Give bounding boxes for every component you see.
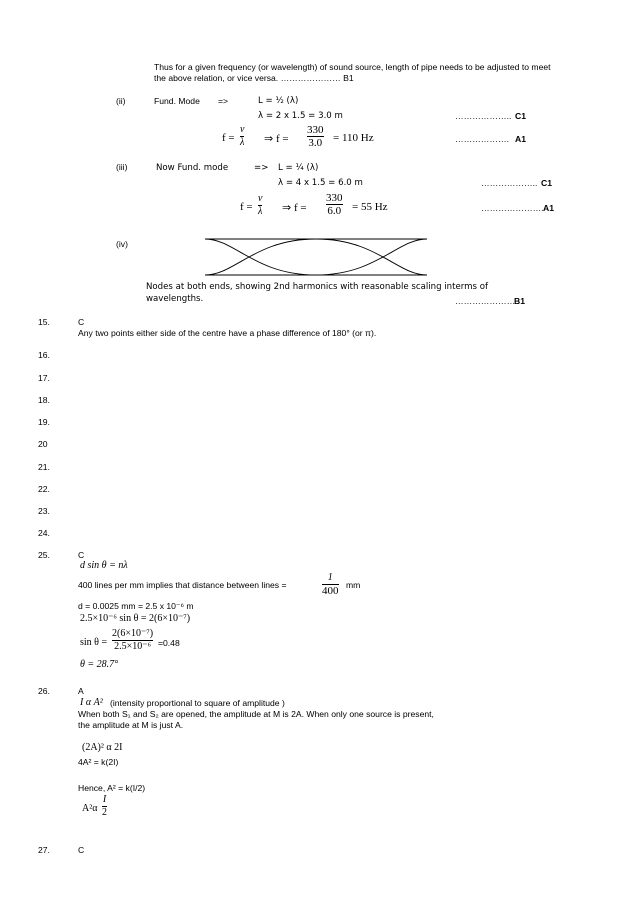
- part-ii-f-result: = 110 Hz: [333, 132, 374, 144]
- q26-eq1: I α A²: [80, 697, 103, 708]
- q25-eq2: 2.5×10⁻⁶ sin θ = 2(6×10⁻⁷): [80, 613, 191, 624]
- part-iv-mark: B1: [514, 296, 525, 306]
- q26-text-1: When both S₁ and S₂ are opened, the amplitude at M is 2A. When only one source is present,: [78, 709, 434, 719]
- q25-sin-fraction: [112, 628, 153, 653]
- part-iii-eq2: λ = 4 x 1.5 = 6.0 m: [278, 178, 363, 188]
- part-iii-fraction: [326, 192, 343, 217]
- part-ii-eq1: L = ½ (λ): [258, 96, 299, 106]
- part-ii-arrow: =>: [218, 96, 229, 106]
- q24-number: 24.: [38, 528, 50, 538]
- q26-answer: A: [78, 686, 84, 696]
- q25-sin-result: =0.48: [158, 638, 180, 648]
- part-iii-f-num: 330: [326, 192, 343, 204]
- part-iii-f-den: 6.0: [327, 205, 342, 217]
- part-iii-mark1: C1: [541, 178, 552, 188]
- part-iii-implies: ⇒ f =: [282, 202, 307, 214]
- part-iii-arrow: =>: [254, 163, 269, 173]
- q25-lines-unit: mm: [346, 580, 361, 590]
- part-ii-implies: ⇒ f =: [264, 133, 289, 145]
- part-iv-dots: …………………: [455, 296, 516, 306]
- part-iii-lambda: λ: [258, 206, 263, 217]
- q25-sin-num: 2(6×10⁻⁷): [112, 628, 154, 639]
- q26-final-lhs: A²α: [82, 803, 98, 814]
- part-iii-number: (iii): [116, 162, 128, 172]
- q23-number: 23.: [38, 506, 50, 516]
- q15-number: 15.: [38, 317, 50, 327]
- part-iii-eq1: L = ¼ (λ): [278, 163, 319, 173]
- q20-number: 20: [38, 439, 48, 449]
- q25-sin-lhs: sin θ =: [80, 637, 108, 648]
- part-iv-number: (iv): [116, 239, 128, 249]
- q26-final-num: I: [102, 794, 107, 805]
- part-iii-mark2: A1: [543, 203, 554, 213]
- part-iii-v: v: [258, 193, 263, 204]
- part-ii-label: Fund. Mode: [154, 96, 200, 106]
- q25-sin-den: 2.5×10⁻⁶: [114, 641, 151, 652]
- q17-number: 17.: [38, 373, 50, 383]
- part-ii-f-num: 330: [307, 124, 324, 136]
- q25-number: 25.: [38, 550, 50, 560]
- intro-line-1: Thus for a given frequency (or wavelength) of sound source, length of pipe needs to be adjusted to meet: [154, 62, 551, 72]
- part-ii-f-den: 3.0: [308, 137, 323, 149]
- q26-hence: Hence, A² = k(I/2): [78, 783, 146, 793]
- q25-lines-fraction: [322, 572, 339, 597]
- part-ii-number: (ii): [116, 96, 126, 106]
- part-iv-caption-2: wavelengths.: [146, 294, 204, 304]
- part-iii-label: Now Fund. mode: [156, 163, 229, 173]
- part-ii-mark1: C1: [515, 111, 526, 121]
- intro-line-2: the above relation, or vice versa. ………………… B1: [154, 73, 354, 83]
- part-ii-v: v: [240, 124, 245, 135]
- q26-final-den: 2: [102, 807, 107, 818]
- q27-number: 27.: [38, 845, 50, 855]
- part-ii-f-lhs: f =: [222, 132, 235, 144]
- part-ii-fraction: [307, 124, 324, 149]
- part-ii-lambda: λ: [240, 137, 245, 148]
- q25-lines-den: 400: [322, 585, 339, 597]
- part-ii-eq2: λ = 2 x 1.5 = 3.0 m: [258, 111, 343, 121]
- part-ii-v-over-lambda: [240, 124, 244, 149]
- q26-number: 26.: [38, 686, 50, 696]
- q26-final-fraction: [102, 794, 107, 819]
- q25-d-line: d = 0.0025 mm = 2.5 x 10⁻⁶ m: [78, 601, 194, 611]
- part-ii-dots2: ……………….: [455, 134, 509, 144]
- q26-eq1-note: (intensity proportional to square of amplitude ): [110, 698, 285, 708]
- q27-answer: C: [78, 845, 85, 855]
- q16-number: 16.: [38, 350, 50, 360]
- q18-number: 18.: [38, 395, 50, 405]
- q15-answer: C: [78, 317, 85, 327]
- q26-eq3: 4A² = k(2I): [78, 757, 119, 767]
- q25-theta: θ = 28.7°: [80, 659, 119, 670]
- q15-text: Any two points either side of the centre have a phase difference of 180° (or π).: [78, 328, 377, 338]
- q25-lines-text: 400 lines per mm implies that distance between lines =: [78, 580, 287, 590]
- standing-wave-diagram: [205, 236, 427, 278]
- part-iv-caption-1: Nodes at both ends, showing 2nd harmonics with reasonable scaling interms of: [146, 282, 489, 292]
- part-ii-dots1: ………………..: [455, 111, 512, 121]
- part-iii-f-result: = 55 Hz: [352, 201, 388, 213]
- q25-answer: C: [78, 550, 85, 560]
- part-iii-dots1: ………………..: [481, 178, 538, 188]
- q26-eq2: (2A)² α 2I: [82, 742, 123, 753]
- q22-number: 22.: [38, 484, 50, 494]
- q21-number: 21.: [38, 462, 50, 472]
- part-iii-v-over-lambda: [258, 193, 262, 218]
- q19-number: 19.: [38, 417, 50, 427]
- part-iii-f-lhs: f =: [240, 201, 253, 213]
- q25-eq1: d sin θ = nλ: [80, 560, 128, 571]
- part-ii-mark2: A1: [515, 134, 526, 144]
- part-iii-dots2: ………………….: [481, 203, 544, 213]
- q26-text-2: the amplitude at M is just A.: [78, 720, 184, 730]
- q25-lines-num: 1: [327, 572, 333, 583]
